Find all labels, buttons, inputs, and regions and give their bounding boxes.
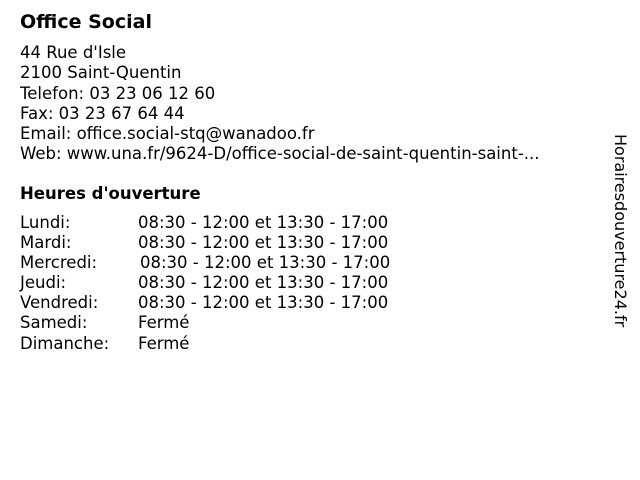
day-label: Jeudi: [20, 273, 67, 293]
day-hours: Fermé [138, 333, 190, 353]
address-city: 2100 Saint-Quentin [20, 63, 182, 83]
day-hours: 08:30 - 12:00 et 13:30 - 17:00 [138, 233, 389, 253]
day-hours: Fermé [138, 313, 190, 333]
day-hours: 08:30 - 12:00 et 13:30 - 17:00 [138, 293, 389, 313]
day-label: Mardi: [20, 233, 72, 253]
day-hours: 08:30 - 12:00 et 13:30 - 17:00 [140, 253, 391, 273]
day-hours: 08:30 - 12:00 et 13:30 - 17:00 [138, 213, 389, 232]
day-label: Mercredi: [20, 253, 98, 273]
day-label: Dimanche: [20, 333, 110, 353]
day-label: Samedi: [20, 313, 88, 333]
website-url: Web: www.una.fr/9624-D/office-social-de-saint-quentin-saint-... [20, 144, 540, 164]
email-address: Email: office.social-stq@wanadoo.fr [20, 124, 315, 144]
day-label: Lundi: [20, 213, 71, 232]
opening-hours-heading: Heures d'ouverture [20, 184, 201, 203]
phone-number: Telefon: 03 23 06 12 60 [20, 83, 216, 103]
site-watermark: Horairesdouverture24.fr [611, 134, 630, 328]
day-label: Vendredi: [20, 293, 99, 313]
contact-info [20, 43, 540, 165]
business-name: Office Social [20, 11, 152, 33]
day-hours: 08:30 - 12:00 et 13:30 - 17:00 [138, 273, 389, 293]
fax-number: Fax: 03 23 67 64 44 [20, 103, 185, 123]
address-street: 44 Rue d'Isle [20, 43, 127, 62]
